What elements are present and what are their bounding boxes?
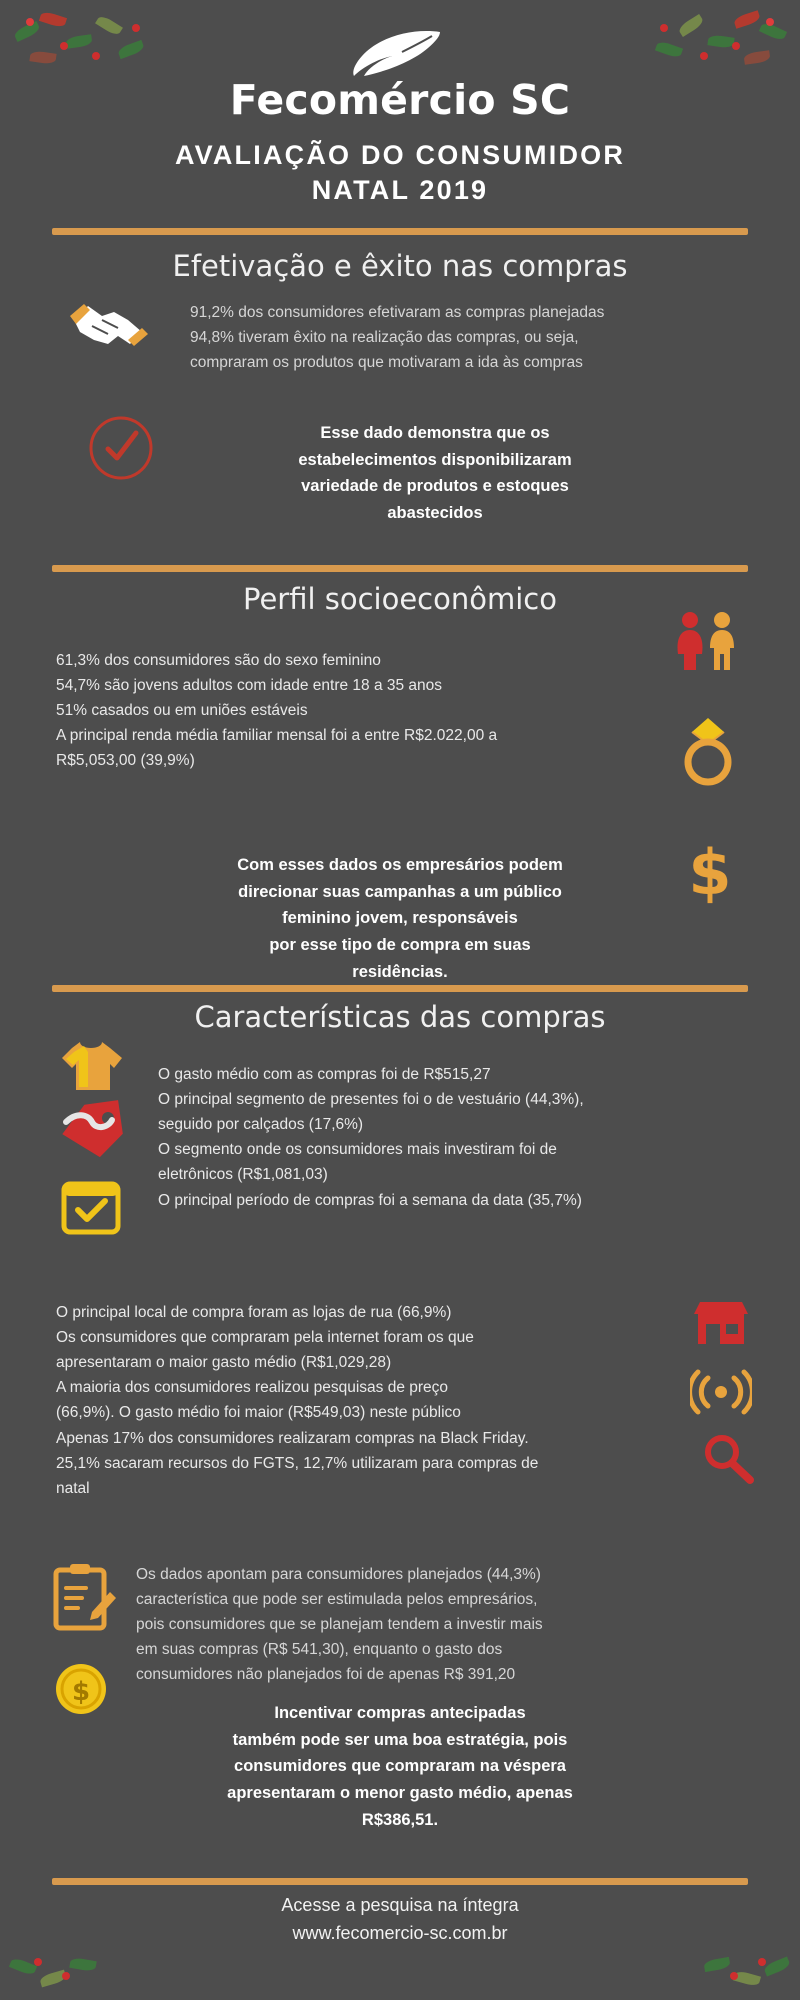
footer-website-link[interactable]: www.fecomercio-sc.com.br [292, 1923, 508, 1944]
page-title [0, 140, 800, 206]
couple-icon [672, 610, 744, 672]
title-line-2: NATAL 2019 [311, 175, 489, 205]
check-circle-icon [88, 415, 154, 481]
efetivacao-callout-line-2: estabelecimentos disponibilizaram [298, 450, 572, 469]
footer-line-1: Acesse a pesquisa na íntegra [281, 1895, 519, 1916]
perfil-line-4: A principal renda média familiar mensal foi a entre R$2.022,00 a [56, 727, 498, 745]
caracteristicas-g3-line-1: Os dados apontam para consumidores planejados (44,3%) [136, 1566, 541, 1583]
feather-icon [0, 26, 800, 82]
caracteristicas-g2-line-4: A maioria dos consumidores realizou pesquisas de preço [56, 1379, 449, 1397]
caracteristicas-g3-line-4: em suas compras (R$ 541,30), enquanto o gasto dos [136, 1641, 503, 1659]
clipboard-pencil-icon [48, 1562, 120, 1634]
perfil-callout-line-1: Com esses dados os empresários podem [237, 856, 563, 874]
perfil-callout-line-3: feminino jovem, responsáveis [282, 909, 518, 928]
caracteristicas-g1-line-4: O segmento onde os consumidores mais investiram foi de [158, 1141, 557, 1159]
caracteristicas-callout [140, 1700, 660, 1834]
caracteristicas-g2-line-1: O principal local de compra foram as lojas de rua (66,9%) [56, 1304, 452, 1321]
perfil-callout-line-4: por esse tipo de compra em suas [269, 936, 531, 955]
dollar-sign-icon [680, 840, 740, 906]
wifi-icon [690, 1368, 752, 1416]
caracteristicas-g3-line-3: pois consumidores que se planejam tendem a investir mais [136, 1616, 543, 1634]
efetivacao-callout [210, 420, 660, 527]
section-divider-2 [52, 565, 748, 572]
perfil-line-1: 61,3% dos consumidores são do sexo feminino [56, 652, 381, 669]
caracteristicas-callout-line-4: apresentaram o menor gasto médio, apenas [227, 1784, 573, 1803]
perfil-line-2: 54,7% são jovens adultos com idade entre 18 a 35 anos [56, 677, 443, 695]
section-divider-3 [52, 985, 748, 992]
caracteristicas-g2-line-3: apresentaram o maior gasto médio (R$1,029,28) [56, 1354, 392, 1372]
efetivacao-callout-line-3: variedade de produtos e estoques [301, 477, 569, 496]
caracteristicas-text-group-3 [136, 1562, 756, 1688]
section-divider-4 [52, 1878, 748, 1885]
section-title-perfil: Perfil socioeconômico [242, 582, 557, 616]
caracteristicas-g1-line-6: O principal período de compras foi a semana da data (35,7%) [158, 1191, 582, 1209]
coin-icon [52, 1660, 110, 1718]
perfil-text-block [56, 648, 656, 774]
perfil-line-5: R$5,053,00 (39,9%) [56, 752, 195, 770]
caracteristicas-g1-line-3: seguido por calçados (17,6%) [158, 1116, 364, 1134]
caracteristicas-text-group-2 [56, 1300, 686, 1501]
efetivacao-line-3: compraram os produtos que motivaram a ida às compras [190, 354, 583, 372]
efetivacao-callout-line-1: Esse dado demonstra que os [320, 424, 550, 442]
magnifier-icon [700, 1432, 756, 1486]
section-title-efetivacao: Efetivação e êxito nas compras [172, 249, 628, 283]
caracteristicas-g2-line-7: 25,1% sacaram recursos do FGTS, 12,7% utilizaram para compras de [56, 1454, 539, 1472]
perfil-line-3: 51% casados ou em uniões estáveis [56, 702, 308, 720]
caracteristicas-callout-line-3: consumidores que compraram na véspera [234, 1757, 566, 1776]
svg-text:$: $ [71, 1677, 91, 1707]
caracteristicas-g2-line-5: (66,9%). O gasto médio foi maior (R$549,03) neste público [56, 1404, 461, 1422]
caracteristicas-g1-line-1: O gasto médio com as compras foi de R$515,27 [158, 1066, 491, 1083]
perfil-callout [150, 852, 650, 986]
ring-icon [672, 712, 744, 786]
perfil-callout-line-2: direcionar suas campanhas a um público [238, 882, 562, 901]
caracteristicas-g1-line-2: O principal segmento de presentes foi o de vestuário (44,3%), [158, 1091, 584, 1109]
caracteristicas-g3-line-2: característica que pode ser estimulada pelos empresários, [136, 1591, 538, 1609]
efetivacao-line-2: 94,8% tiveram êxito na realização das compras, ou seja, [190, 329, 579, 347]
efetivacao-text-block [190, 300, 750, 375]
brand-name: Fecomércio SC [229, 76, 571, 124]
caracteristicas-g1-line-5: eletrônicos (R$1,081,03) [158, 1166, 328, 1184]
section-divider-1 [52, 228, 748, 235]
perfil-callout-line-5: residências. [352, 962, 448, 981]
caracteristicas-callout-line-1: Incentivar compras antecipadas [274, 1704, 526, 1722]
efetivacao-line-1: 91,2% dos consumidores efetivaram as compras planejadas [190, 304, 605, 321]
svg-text:$: $ [688, 840, 732, 906]
caracteristicas-callout-line-2: também pode ser uma boa estratégia, pois [232, 1730, 568, 1749]
footer [0, 1892, 800, 1948]
caracteristicas-g2-line-6: Apenas 17% dos consumidores realizaram compras na Black Friday. [56, 1429, 529, 1447]
caracteristicas-g3-line-5: consumidores não planejados foi de apenas R$ 391,20 [136, 1666, 516, 1684]
price-tag-icon [58, 1100, 128, 1158]
section-title-caracteristicas: Características das compras [194, 1000, 606, 1034]
title-line-1: AVALIAÇÃO DO CONSUMIDOR [174, 140, 626, 170]
calendar-check-icon [60, 1176, 122, 1236]
caracteristicas-callout-line-5: R$386,51. [361, 1810, 439, 1829]
caracteristicas-g2-line-8: natal [56, 1479, 90, 1497]
caracteristicas-g2-line-2: Os consumidores que compraram pela internet foram os que [56, 1329, 474, 1347]
caracteristicas-text-group-1 [158, 1062, 758, 1213]
tshirt-icon [58, 1038, 124, 1094]
efetivacao-callout-line-4: abastecidos [387, 504, 483, 523]
brand-logo [0, 0, 800, 124]
handshake-icon [68, 298, 150, 354]
store-icon [690, 1300, 752, 1348]
